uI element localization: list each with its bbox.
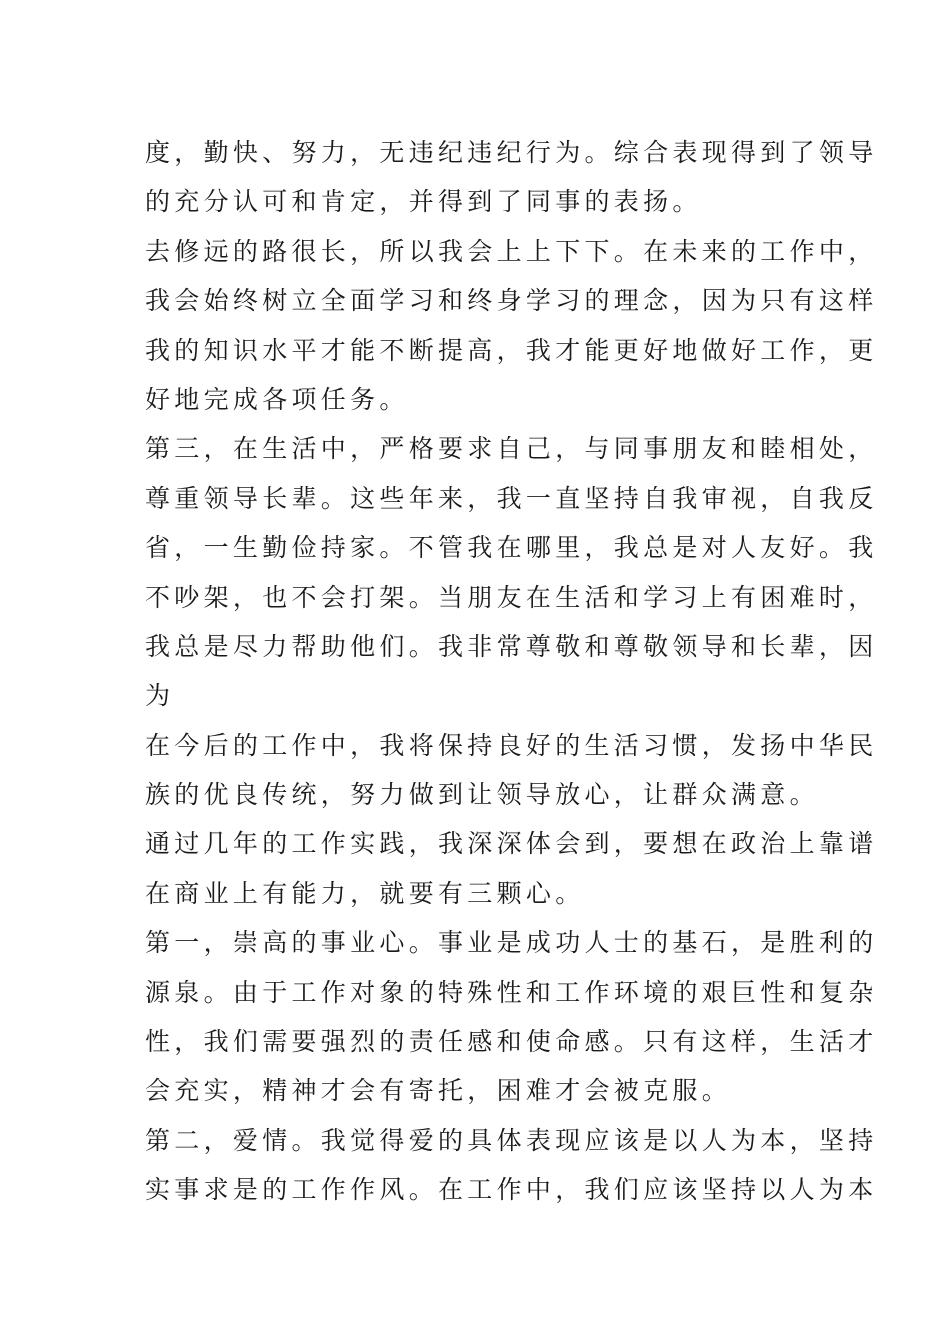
text-line: 不吵架，也不会打架。当朋友在生活和学习上有困难时， bbox=[145, 582, 878, 612]
text-line: 通过几年的工作实践，我深深体会到，要想在政治上靠谱 bbox=[145, 829, 878, 859]
text-line: 好地完成各项任务。 bbox=[145, 384, 409, 414]
text-line: 我的知识水平才能不断提高，我才能更好地做好工作，更 bbox=[145, 335, 878, 365]
text-line: 族的优良传统，努力做到让领导放心，让群众满意。 bbox=[145, 780, 819, 810]
text-line: 去修远的路很长，所以我会上上下下。在未来的工作中， bbox=[145, 236, 878, 266]
text-line: 的充分认可和肯定，并得到了同事的表扬。 bbox=[145, 187, 702, 217]
text-line: 我总是尽力帮助他们。我非常尊敬和尊敬领导和长辈，因 bbox=[145, 631, 878, 661]
text-line: 为 bbox=[145, 681, 175, 711]
text-line: 尊重领导长辈。这些年来，我一直坚持自我审视，自我反 bbox=[145, 483, 878, 513]
text-line: 第二，爱情。我觉得爱的具体表现应该是以人为本，坚持 bbox=[145, 1125, 878, 1155]
text-line: 第三，在生活中，严格要求自己，与同事朋友和睦相处， bbox=[145, 434, 878, 464]
text-line: 第一，崇高的事业心。事业是成功人士的基石，是胜利的 bbox=[145, 928, 878, 958]
text-line: 性，我们需要强烈的责任感和使命感。只有这样，生活才 bbox=[145, 1027, 878, 1057]
text-line: 度，勤快、努力，无违纪违纪行为。综合表现得到了领导 bbox=[145, 138, 878, 167]
text-line: 源泉。由于工作对象的特殊性和工作环境的艰巨性和复杂 bbox=[145, 977, 878, 1007]
text-line: 会充实，精神才会有寄托，困难才会被克服。 bbox=[145, 1076, 732, 1106]
text-line: 省，一生勤俭持家。不管我在哪里，我总是对人友好。我 bbox=[145, 533, 878, 563]
text-line: 在今后的工作中，我将保持良好的生活习惯，发扬中华民 bbox=[145, 730, 878, 760]
text-line: 实事求是的工作作风。在工作中，我们应该坚持以人为本 bbox=[145, 1175, 878, 1205]
text-line: 在商业上有能力，就要有三颗心。 bbox=[145, 878, 585, 908]
document-body bbox=[145, 128, 878, 1215]
text-line: 我会始终树立全面学习和终身学习的理念，因为只有这样 bbox=[145, 286, 878, 316]
